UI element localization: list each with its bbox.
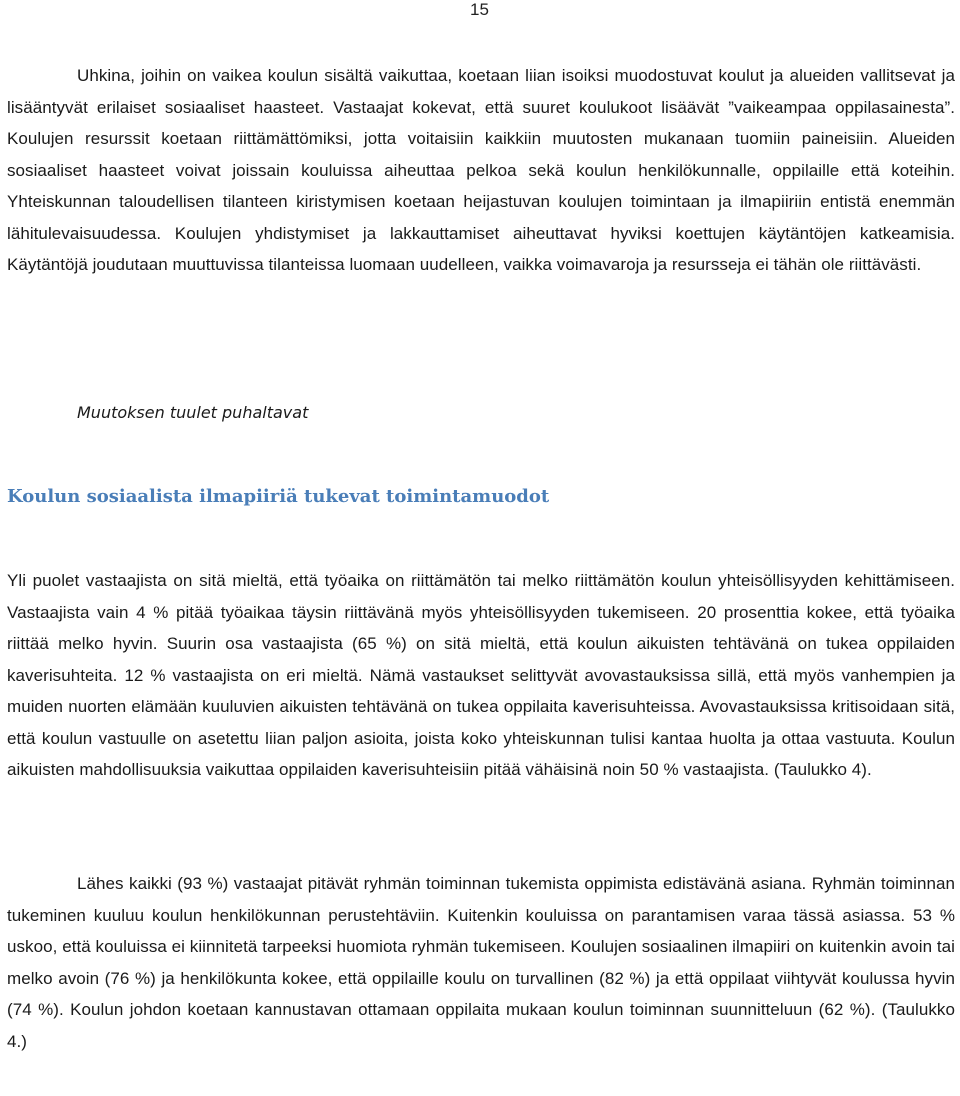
section-title: Koulun sosiaalista ilmapiiriä tukevat toimintamuodot <box>7 486 550 507</box>
subheading: Muutoksen tuulet puhaltavat <box>77 403 309 422</box>
paragraph-working-time: Yli puolet vastaajista on sitä mieltä, että työaika on riittämätön tai melko riittämätön koulun yhteisöllisyyden kehittämiseen. Vastaajista vain 4 % pitää työaikaa täysin riittävänä myös yhteisöllisyyden tukemiseen. 20 prosenttia kokee, että työaika riittää melko hyvin. Suurin osa vastaajista (65 %) on sitä mieltä, että koulun aikuisten tehtävänä on tukea oppilaiden kaverisuhteita. 12 % vastaajista on eri mieltä. Nämä vastaukset selittyvät avovastauksissa sillä, että myös vanhempien ja muiden nuorten elämään kuuluvien aikuisten tehtävänä on tukea oppilaita kaverisuhteissa. Avovastauksissa kritisoidaan sitä, että koulun vastuulle on asetettu liian paljon asioita, joista koko yhteiskunnan tulisi kantaa huolta ja ottaa vastuuta. Koulun aikuisten mahdollisuuksia vaikuttaa oppilaiden kaverisuhteisiin pitää vähäisinä noin 50 % vastaajista. (Taulukko 4). <box>7 571 955 779</box>
paragraph-group-support: Lähes kaikki (93 %) vastaajat pitävät ryhmän toiminnan tukemista oppimista edistävänä asiana. Ryhmän toiminnan tukeminen kuuluu koulun henkilökunnan perustehtäviin. Kuitenkin kouluissa on parantamisen varaa tässä asiassa. 53 % uskoo, että kouluissa ei kiinnitetä tarpeeksi huomiota ryhmän tukemiseen. Koulujen sosiaalinen ilmapiiri on kuitenkin avoin tai melko avoin (76 %) ja henkilökunta kokee, että oppilaille koulu on turvallinen (82 %) ja että oppilaat viihtyvät koulussa hyvin (74 %). Koulun johdon koetaan kannustavan ottamaan oppilaita mukaan koulun toiminnan suunnitteluun (62 %). (Taulukko 4.) <box>7 874 955 1051</box>
paragraph-threats: Uhkina, joihin on vaikea koulun sisältä vaikuttaa, koetaan liian isoiksi muodostuvat koulut ja alueiden vallitsevat ja lisääntyvät erilaiset sosiaaliset haasteet. Vastaajat kokevat, että suuret koulukoot lisäävät ”vaikeampaa oppilasainesta”. Koulujen resurssit koetaan riittämättömiksi, jotta voitaisiin kaikkiin muutosten mukanaan tuomiin paineisiin. Alueiden sosiaaliset haasteet voivat joissain kouluissa aiheuttaa pelkoa sekä koulun henkilökunnalle, oppilaille että koteihin. Yhteiskunnan taloudellisen tilanteen kiristymisen koetaan heijastuvan koulujen toimintaan ja ilmapiiriin entistä enemmän lähitulevaisuudessa. Koulujen yhdistymiset ja lakkauttamiset aiheuttavat hyviksi koettujen käytäntöjen katkeamisia. Käytäntöjä joudutaan muuttuvissa tilanteissa luomaan uudelleen, vaikka voimavaroja ja resursseja ei tähän ole riittävästi. <box>7 66 955 274</box>
page-number: 15 <box>470 0 489 19</box>
